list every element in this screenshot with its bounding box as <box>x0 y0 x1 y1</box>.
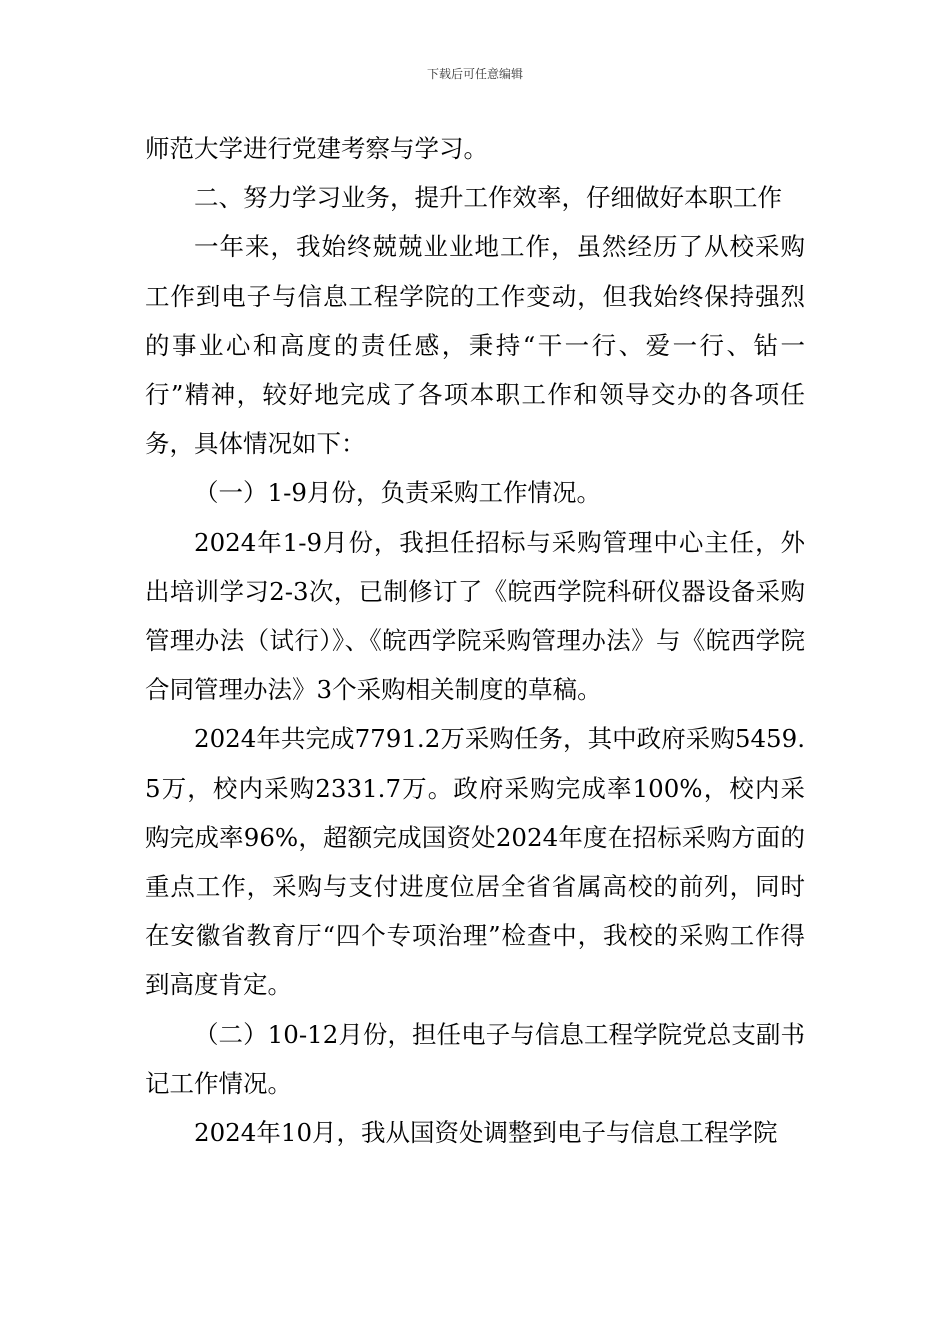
section-heading-2: 二、努力学习业务，提升工作效率，仔细做好本职工作 <box>194 183 782 213</box>
subsection-heading-1: （一）1-9月份，负责采购工作情况。 <box>194 478 601 508</box>
page-header: 下载后可任意编辑 <box>426 67 523 81</box>
paragraph-procurement-results: 2024年共完成7791.2万采购任务，其中政府采购5459.5万，校内采购2331.7万。政府采购完成率100%，校内采购完成率96%，超额完成国资处2024年度在招标采购方面的重点工作，采购与支付进度位居全省省属高校的前列，同时在安徽省教育厅“四个专项治理”检查中，我校的采购工作得到高度肯定。 <box>145 724 805 1000</box>
document-body <box>145 124 805 1157</box>
subsection-heading-2: （二）10-12月份，担任电子与信息工程学院党总支副书记工作情况。 <box>145 1019 805 1098</box>
paragraph-continuation: 师范大学进行党建考察与学习。 <box>145 134 488 163</box>
paragraph-transfer: 2024年10月，我从国资处调整到电子与信息工程学院 <box>194 1118 778 1148</box>
paragraph-procurement-role: 2024年1-9月份，我担任招标与采购管理中心主任，外出培训学习2-3次，已制修订了《皖西学院科研仪器设备采购管理办法（试行）》、《皖西学院采购管理办法》与《皖西学院合同管理办法》3个采购相关制度的草稿。 <box>145 527 805 705</box>
paragraph-overview: 一年来，我始终兢兢业业地工作，虽然经历了从校采购工作到电子与信息工程学院的工作变动，但我始终保持强烈的事业心和高度的责任感，秉持“干一行、爱一行、钻一行”精神，较好地完成了各项本职工作和领导交办的各项任务，具体情况如下： <box>145 232 805 459</box>
